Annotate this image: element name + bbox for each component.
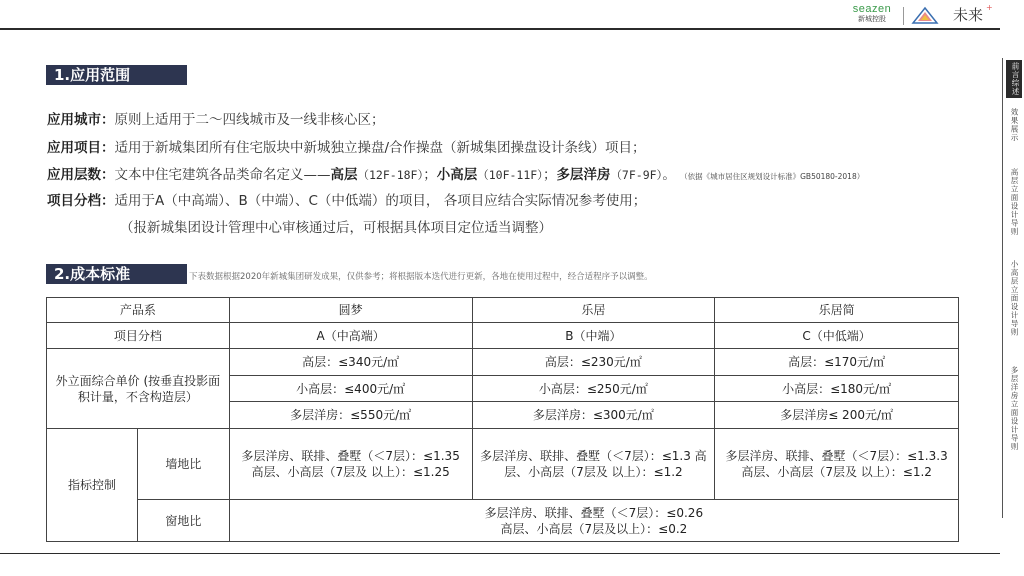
floors-low-range: （7F-9F）	[610, 168, 663, 182]
table-row	[47, 349, 959, 376]
nav-item-low-rise[interactable]: 多层洋房立面设计导则	[1010, 366, 1019, 451]
project-text: 适用于新城集团所有住宅版块中新城独立操盘/合作操盘（新城集团操盘设计条线）项目；	[114, 140, 646, 156]
wall-ratio-b: 多层洋房、联排、叠墅（＜7层）：≤1.3 高层、小高层（7层及 以上）：≤1.2	[472, 429, 715, 500]
nav-item-overview[interactable]: 前言综述	[1006, 60, 1022, 98]
price-mid-a: 小高层：≤400元/㎡	[229, 376, 472, 402]
header-unit-price: 外立面综合单价 (按垂直投影面积计量，不含构造层）	[47, 349, 230, 429]
floors-high: 高层	[330, 167, 358, 183]
cost-standard-table	[46, 297, 959, 542]
table-row	[47, 500, 959, 542]
price-mid-c: 小高层：≤180元/㎡	[715, 376, 959, 402]
floors-sep1: ；	[423, 167, 437, 183]
product-yuanmeng: 圆梦	[229, 298, 472, 323]
seazen-logo	[846, 4, 898, 24]
brand-en: seazen	[852, 3, 892, 15]
header-grade: 项目分档	[47, 323, 230, 349]
product-mark: +	[986, 3, 993, 12]
floors-label: 应用层数：	[47, 167, 115, 183]
wall-ratio-a: 多层洋房、联排、叠墅（＜7层）：≤1.35 高层、小高层（7层及 以上）：≤1.25	[229, 429, 472, 500]
scope-project-line	[47, 136, 646, 156]
product-lejujian: 乐居简	[715, 298, 959, 323]
logo-divider	[903, 7, 904, 25]
header-product: 产品系	[47, 298, 230, 323]
price-low-c: 多层洋房≤ 200元/㎡	[715, 402, 959, 429]
price-high-a: 高层：≤340元/㎡	[229, 349, 472, 376]
project-label: 应用项目：	[47, 140, 115, 156]
cost-note: 下表数据根据2020年新城集团研发成果，仅供参考；将根据版本迭代进行更新，各地在使用过程中，经合适程序予以调整。	[189, 272, 653, 282]
nav-item-effects[interactable]: 效果展示	[1010, 108, 1019, 142]
page-header	[0, 0, 1024, 30]
section-title-scope: 1.应用范围	[46, 65, 187, 85]
scope-floors-line	[47, 163, 864, 183]
window-ratio-line1: 多层洋房、联排、叠墅（＜7层）：≤0.26	[484, 505, 704, 520]
nav-item-high-rise[interactable]: 高层立面设计导则	[1010, 168, 1019, 236]
floors-low: 多层洋房	[556, 167, 611, 183]
price-low-b: 多层洋房：≤300元/㎡	[472, 402, 715, 429]
wall-ratio-c: 多层洋房、联排、叠墅（＜7层）：≤1.3.3 高层、小高层（7层及 以上）：≤1.2	[715, 429, 959, 500]
price-high-c: 高层：≤170元/㎡	[715, 349, 959, 376]
header-divider	[0, 28, 1000, 30]
city-text: 原则上适用于二～四线城市及一线非核心区；	[114, 112, 385, 128]
triangle-logo-icon	[910, 6, 940, 26]
nav-item-mid-rise[interactable]: 小高层立面设计导则	[1010, 260, 1019, 337]
floors-sep2: ；	[542, 167, 557, 183]
header-window-ratio: 窗地比	[137, 500, 229, 542]
scope-grade-line	[47, 189, 646, 209]
table-row	[47, 298, 959, 323]
scope-city-line	[47, 108, 385, 128]
product-leju: 乐居	[472, 298, 715, 323]
grade-c: C（中低端）	[715, 323, 959, 349]
floors-high-range: （12F-18F）	[357, 168, 424, 182]
grade-b: B（中端）	[472, 323, 715, 349]
city-label: 应用城市：	[47, 112, 115, 128]
grade-a: A（中高端）	[229, 323, 472, 349]
floors-mid-range: （10F-11F）	[477, 168, 543, 182]
product-name: 未来	[953, 6, 984, 24]
price-low-a: 多层洋房：≤550元/㎡	[229, 402, 472, 429]
section-title-cost: 2.成本标准	[46, 264, 187, 284]
sidenav-divider	[1002, 58, 1003, 518]
grade-label: 项目分档：	[47, 193, 115, 209]
footer-divider	[0, 553, 1000, 554]
scope-grade-note: （报新城集团设计管理中心审核通过后，可根据具体项目定位适当调整）	[120, 220, 552, 236]
floors-end: 。	[662, 167, 676, 183]
price-mid-b: 小高层：≤250元/㎡	[472, 376, 715, 402]
table-row	[47, 429, 959, 500]
window-ratio-line2: 高层、小高层（7层及以上）：≤0.2	[500, 521, 688, 536]
floors-text: 文本中住宅建筑各品类命名定义——	[114, 167, 331, 183]
brand-cn: 新城控股	[858, 15, 886, 23]
price-high-b: 高层：≤230元/㎡	[472, 349, 715, 376]
table-row	[47, 323, 959, 349]
floors-basis: （依据《城市居住区规划设计标准》GB50180-2018）	[680, 172, 865, 181]
header-wall-ratio: 墙地比	[137, 429, 229, 500]
floors-mid: 小高层	[436, 167, 478, 183]
window-ratio-cell	[229, 500, 958, 542]
grade-text: 适用于A（中高端）、B（中端）、C（中低端）的项目， 各项目应结合实际情况参考使用；	[114, 193, 647, 209]
header-index-control: 指标控制	[47, 429, 138, 542]
